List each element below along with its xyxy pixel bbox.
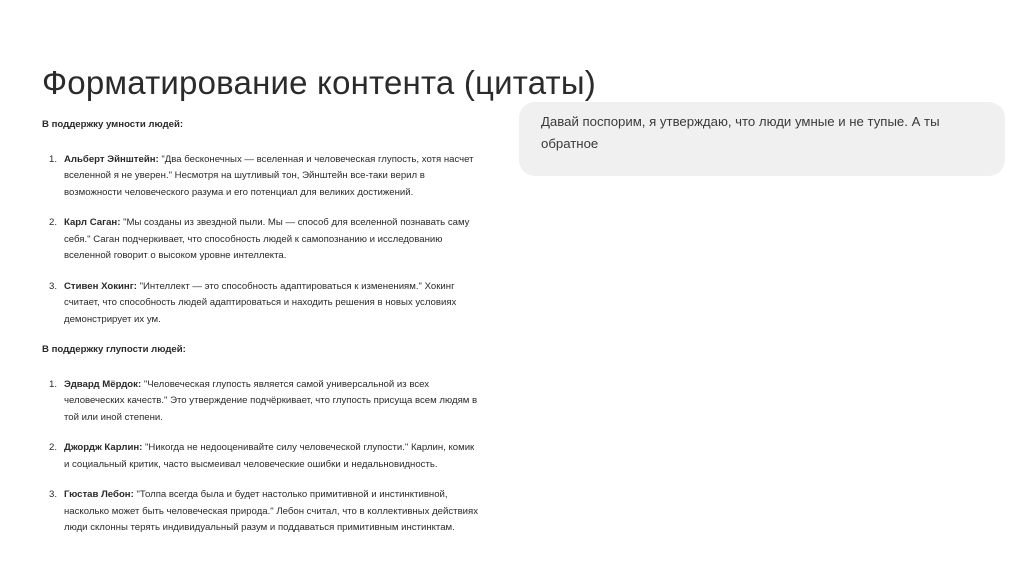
quote-item (42, 152, 482, 202)
list-number: 3. (49, 280, 58, 292)
list-number: 2. (49, 217, 58, 228)
section-heading-stupid: В поддержку глупости людей: (42, 344, 186, 355)
quote-list-stupid (42, 377, 482, 537)
quote-text: "Два бесконечных — вселенная и человеческая глупость, хотя насчет вселенной я не уверен." Несмотря на шутливый тон, Эйнштейн все-таки верил в возможности человеческого разума и его потенциал для великих достижений. (64, 153, 474, 198)
quote-author: Карл Саган: (64, 217, 121, 228)
list-number: 2. (49, 442, 58, 453)
quote-text: "Интеллект — это способность адаптироваться к изменениям." Хокинг считает, что способность людей адаптироваться и находить решения в новых условиях демонстрирует их ум. (64, 280, 457, 325)
quote-item (42, 377, 482, 427)
quote-author: Эдвард Мёрдок: (64, 378, 142, 390)
section-heading-smart: В поддержку умности людей: (42, 119, 184, 130)
quote-author: Стивен Хокинг: (64, 280, 137, 292)
user-message-bubble: Давай поспорим, я утверждаю, что люди умные и не тупые. А ты обратное (519, 102, 1005, 176)
quote-author: Джордж Карлин: (64, 442, 143, 453)
quote-author: Гюстав Лебон: (64, 489, 134, 500)
quote-list-smart (42, 152, 482, 329)
quote-text: "Человеческая глупость является самой универсальной из всех человеческих качеств." Это утверждение подчёркивает, что глупость присуща всем людям в той или иной степени. (64, 378, 478, 423)
quote-text: "Никогда не недооценивайте силу человеческой глупости." Карлин, комик и социальный критик, часто высмеивал человеческие ошибки и недальновидность. (64, 442, 475, 470)
quote-text: "Мы созданы из звездной пыли. Мы — способ для вселенной познавать саму себя." Саган подчеркивает, что способность людей к самопознанию и исследованию вселенной говорит о высоком уровне интеллекта. (64, 217, 470, 261)
quote-item (42, 279, 482, 329)
quote-item (42, 440, 482, 473)
list-number: 1. (49, 378, 58, 390)
quote-text: "Толпа всегда была и будет настолько примитивной и инстинктивной, насколько может быть человеческая природа." Лебон считал, что в коллективных действиях люди склонны терять индивидуальный разум и поддаваться примитивным инстинктам. (64, 489, 479, 533)
quote-author: Альберт Эйнштейн: (64, 153, 159, 165)
quote-item (42, 215, 482, 265)
list-number: 3. (49, 489, 58, 500)
assistant-answer (42, 117, 482, 551)
list-number: 1. (49, 153, 58, 165)
quote-item (42, 487, 482, 537)
slide-title: Форматирование контента (цитаты) (42, 64, 596, 102)
